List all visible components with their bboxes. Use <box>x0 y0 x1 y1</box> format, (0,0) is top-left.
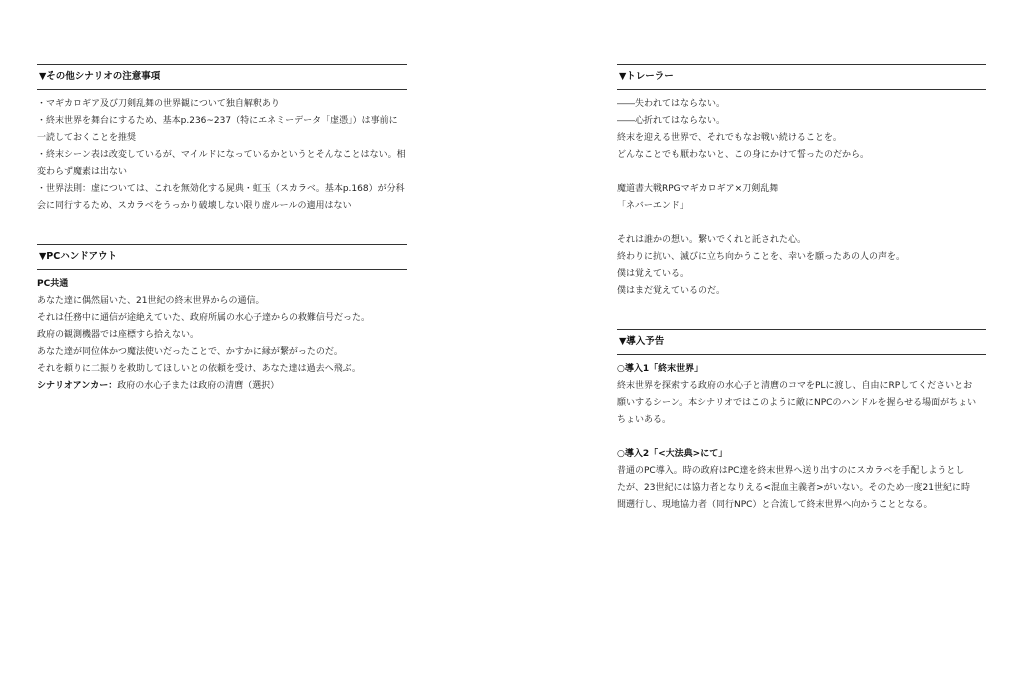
notes-line: ・終末シーン表は改変しているが、マイルドになっているかというとそんなことはない。相 <box>37 150 406 160</box>
trailer-body <box>617 90 986 300</box>
scenario-anchor-label: シナリオアンカー： <box>37 381 118 391</box>
handout-line: あなた達に偶然届いた、21世紀の終末世界からの通信。 <box>37 296 265 306</box>
left-column <box>37 64 407 395</box>
trailer-section <box>617 64 986 300</box>
intro2-line: たが、23世紀には協力者となりえる<混血主義者>がいない。そのため一度21世紀に時 <box>617 483 970 493</box>
pc-handout-heading: ▼PCハンドアウト <box>37 244 407 270</box>
trailer-heading: ▼トレーラー <box>617 64 986 90</box>
notes-line: ・世界法則：虚については、これを無効化する屍典・虹玉（スカラベ。基本p.168）が分科 <box>37 184 405 194</box>
trailer-line: 僕はまだ覚えているのだ。 <box>617 286 726 296</box>
scenario-anchor-value: 政府の水心子または政府の清麿（選択） <box>117 381 280 391</box>
trailer-line: 「ネバーエンド」 <box>617 201 689 211</box>
intro1-title: ○導入1「終末世界」 <box>617 364 704 374</box>
handout-line: それを頼りに二振りを救助してほしいとの依頼を受け、あなた達は過去へ飛ぶ。 <box>37 364 361 374</box>
trailer-line: 終わりに抗い、滅びに立ち向かうことを、幸いを願ったあの人の声を。 <box>617 252 906 262</box>
pc-handout-section <box>37 244 407 395</box>
intro1-line: 願いするシーン。本シナリオではこのように敵にNPCのハンドルを握らせる場面がちょい <box>617 398 977 408</box>
intro2-line: 間遡行し、現地協力者（同行NPC）と合流して終末世界へ向かうこととなる。 <box>617 500 933 510</box>
notes-line: 会に同行するため、スカラベをうっかり破壊しない限り虚ルールの適用はない <box>37 201 352 211</box>
pc-handout-body <box>37 270 407 395</box>
intro1-line: 終末世界を探索する政府の水心子と清麿のコマをPLに渡し、自由にRPしてくださいとお <box>617 381 973 391</box>
trailer-line: 終末を迎える世界で、それでもなお戦い続けることを。 <box>617 133 842 143</box>
scenario-notes-section <box>37 64 407 215</box>
notes-line: ・終末世界を舞台にするため、基本p.236~237（特にエネミーデータ「虚憑」）は事前に <box>37 116 398 126</box>
scenario-anchor <box>37 378 407 395</box>
intro-preview-section <box>617 329 986 514</box>
right-column <box>617 64 986 514</box>
handout-line: それは任務中に通信が途絶えていた、政府所属の水心子達からの救難信号だった。 <box>37 313 371 323</box>
intro2-title: ○導入2「<大法典>にて」 <box>617 449 728 459</box>
notes-line: 変わらず魔素は出ない <box>37 167 128 177</box>
trailer-spacer <box>617 164 986 181</box>
intro-preview-body <box>617 355 986 514</box>
scenario-notes-heading: ▼その他シナリオの注意事項 <box>37 64 407 90</box>
scenario-notes-body <box>37 90 407 215</box>
intro-spacer <box>617 429 986 446</box>
trailer-line: ――心折れてはならない。 <box>617 116 726 126</box>
notes-line: ・マギカロギア及び刀剣乱舞の世界観について独自解釈あり <box>37 99 280 109</box>
trailer-line: 僕は覚えている。 <box>617 269 690 279</box>
handout-line: 政府の観測機器では座標すら拾えない。 <box>37 330 200 340</box>
trailer-line: それは誰かの想い。繋いでくれと託された心。 <box>617 235 807 245</box>
intro2-line: 普通のPC導入。時の政府はPC達を終末世界へ送り出すのにスカラベを手配しようとし <box>617 466 965 476</box>
notes-line: 一読しておくことを推奨 <box>37 133 137 143</box>
trailer-line: ――失われてはならない。 <box>617 99 726 109</box>
intro-preview-heading: ▼導入予告 <box>617 329 986 355</box>
handout-line: あなた達が同位体かつ魔法使いだったことで、かすかに縁が繋がったのだ。 <box>37 347 343 357</box>
pc-common-subheading: PC共通 <box>37 279 69 289</box>
trailer-spacer <box>617 215 986 232</box>
trailer-line: どんなことでも厭わないと、この身にかけて誓ったのだから。 <box>617 150 870 160</box>
trailer-line: 魔道書大戦RPGマギカロギア×刀剣乱舞 <box>617 184 779 194</box>
intro1-line: ちょいある。 <box>617 415 672 425</box>
